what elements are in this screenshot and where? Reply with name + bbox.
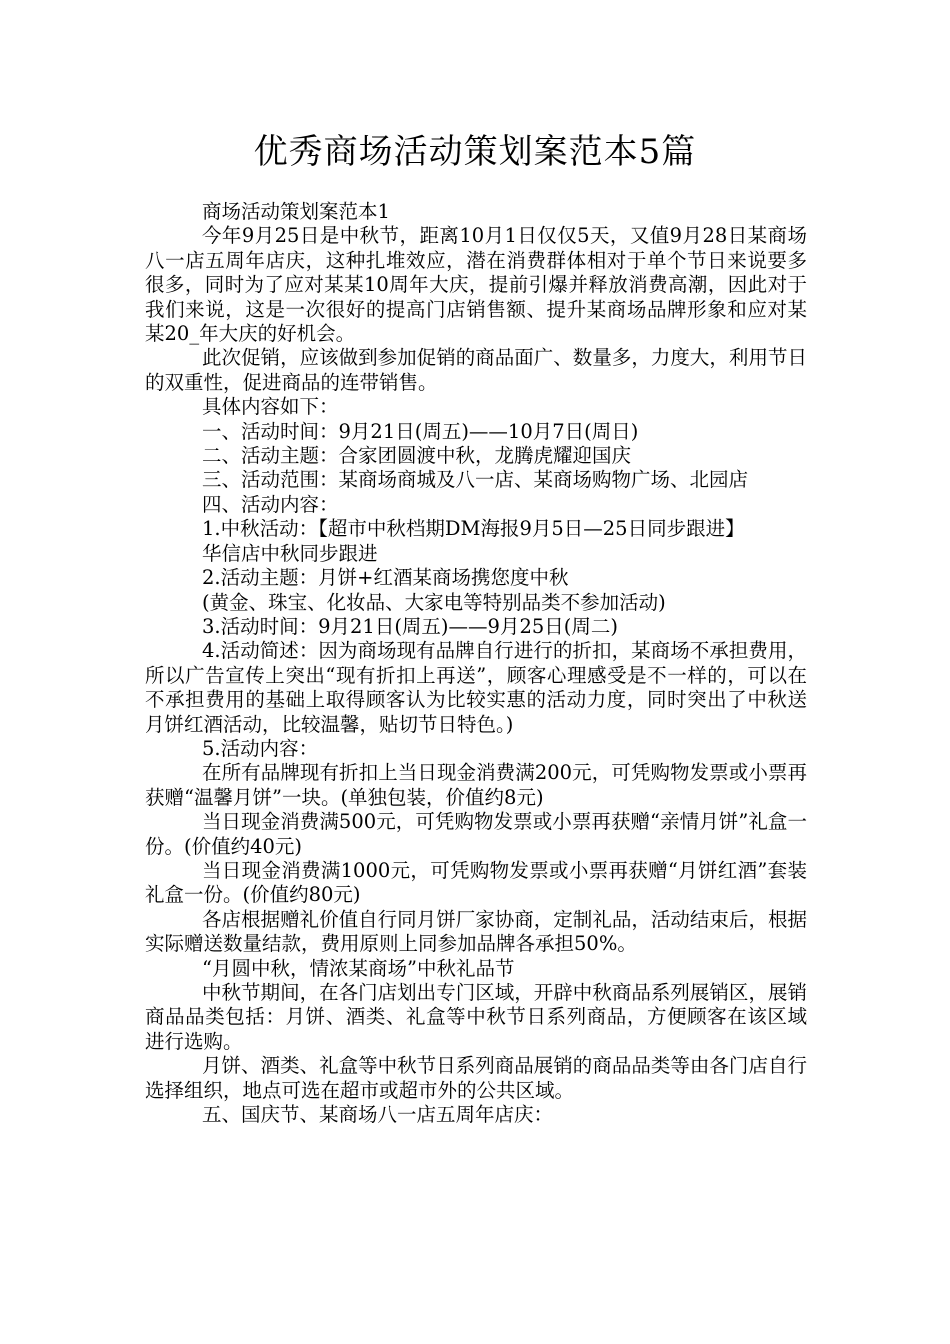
paragraph: (黄金、珠宝、化妆品、大家电等特别品类不参加活动) bbox=[202, 590, 666, 614]
paragraph: 1.中秋活动：【超市中秋档期DM海报9月5日—25日同步跟进】 bbox=[202, 517, 745, 541]
paragraph: 5.活动内容： bbox=[202, 736, 319, 760]
paragraph: 二、活动主题：合家团圆渡中秋，龙腾虎耀迎国庆 bbox=[202, 444, 632, 468]
paragraph: 中秋节期间，在各门店划出专门区域，开辟中秋商品系列展销区，展销商品品类包括：月饼、酒类、礼盒等中秋节日系列商品，方便顾客在该区域进行选购。 bbox=[145, 981, 807, 1053]
paragraph: 华信店中秋同步跟进 bbox=[202, 541, 378, 565]
paragraph: 今年9月25日是中秋节，距离10月1日仅仅5天，又值9月28日某商场八一店五周年店庆，这种扎堆效应，潜在消费群体相对于单个节日来说要多很多，同时为了应对某某10周年大庆，提前引爆并释放消费高潮，因此对于我们来说，这是一次很好的提高门店销售额、提升某商场品牌形象和应对某某20_年大庆的好机会。 bbox=[145, 224, 807, 346]
paragraph: “月圆中秋，情浓某商场”中秋礼品节 bbox=[202, 956, 515, 980]
paragraph: 当日现金消费满500元，可凭购物发票或小票再获赠“亲情月饼”礼盒一份。(价值约40元) bbox=[145, 810, 807, 858]
paragraph: 2.活动主题：月饼+红酒某商场携您度中秋 bbox=[202, 566, 569, 590]
document-title: 优秀商场活动策划案范本5篇 bbox=[253, 132, 697, 172]
paragraph: 具体内容如下： bbox=[202, 395, 339, 419]
paragraph: 各店根据赠礼价值自行同月饼厂家协商，定制礼品，活动结束后，根据实际赠送数量结款，费用原则上同参加品牌各承担50%。 bbox=[145, 907, 807, 956]
paragraph: 商场活动策划案范本1 bbox=[202, 200, 390, 223]
paragraph: 三、活动范围：某商场商城及八一店、某商场购物广场、北园店 bbox=[202, 468, 749, 492]
paragraph: 在所有品牌现有折扣上当日现金消费满200元，可凭购物发票或小票再获赠“温馨月饼”一块。(单独包装，价值约8元) bbox=[145, 761, 807, 809]
paragraph: 4.活动简述：因为商场现有品牌自行进行的折扣，某商场不承担费用，所以广告宣传上突出“现有折扣上再送”，顾客心理感受是不一样的，可以在不承担费用的基础上取得顾客认为比较实惠的活动力度，同时突出了中秋送月饼红酒活动，比较温馨，贴切节日特色。) bbox=[145, 639, 807, 736]
paragraph: 月饼、酒类、礼盒等中秋节日系列商品展销的商品品类等由各门店自行选择组织，地点可选在超市或超市外的公共区域。 bbox=[145, 1054, 807, 1102]
paragraph: 3.活动时间：9月21日(周五)——9月25日(周二) bbox=[202, 614, 618, 638]
document-body bbox=[145, 200, 807, 1127]
paragraph: 一、活动时间：9月21日(周五)——10月7日(周日) bbox=[202, 419, 639, 443]
paragraph: 当日现金消费满1000元，可凭购物发票或小票再获赠“月饼红酒”套装礼盒一份。(价值约80元) bbox=[145, 858, 807, 907]
paragraph: 五、国庆节、某商场八一店五周年店庆： bbox=[202, 1103, 554, 1127]
paragraph: 四、活动内容： bbox=[202, 492, 339, 516]
paragraph: 此次促销，应该做到参加促销的商品面广、数量多，力度大，利用节日的双重性，促进商品的连带销售。 bbox=[145, 346, 807, 394]
